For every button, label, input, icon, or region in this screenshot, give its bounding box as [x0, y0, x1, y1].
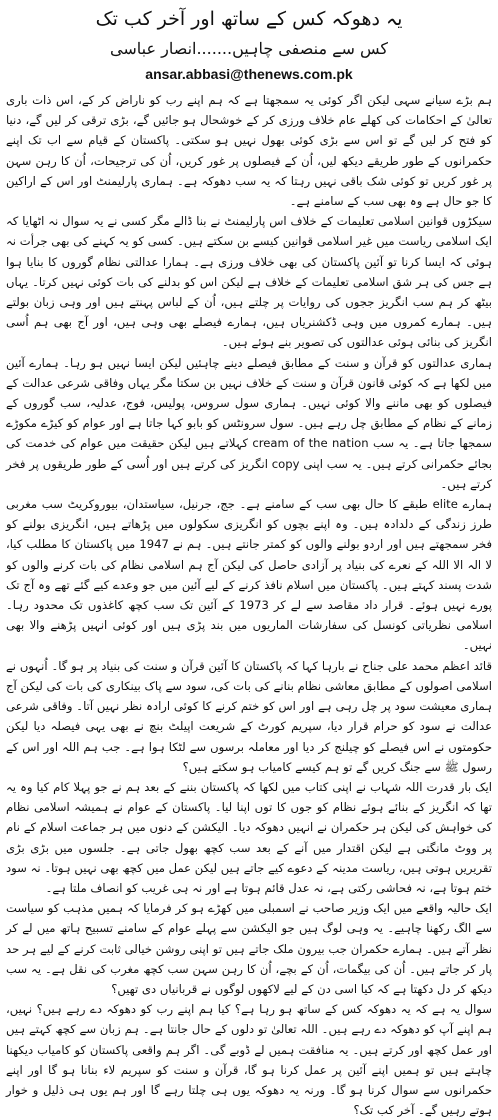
article-paragraph: ایک بار قدرت اللہ شہاب نے اپنی کتاب میں لکھا کہ پاکستان بننے کے بعد ہم نے جو پہلا کام کیا وہ یہ تھا کہ انگریز کے بنائے ہوئے نظام کو جوں کا توں اپنا لیا۔ پاکستان کے عوام نے ہمیشہ اسلامی نظام کی خواہش کی لیکن ہر حکمران نے انہیں دھوکہ دیا۔ الیکشن کے دنوں میں ہر جماعت اسلام کے نام پر ووٹ مانگتی ہے لیکن اقتدار میں آنے کے بعد سب کچھ بھول جاتی ہے۔ جلسوں میں بڑی بڑی تقریریں ہوتی ہیں، ریاست مدینہ کے دعوے کیے جاتے ہیں لیکن عمل میں کچھ بھی نہیں ہوتا۔ نہ سود ختم ہوتا ہے، نہ فحاشی رکتی ہے، نہ عدل قائم ہوتا ہے اور نہ ہی غریب کو انصاف ملتا ہے۔ [6, 779, 492, 895]
article-paragraph: سیکڑوں قوانین اسلامی تعلیمات کے خلاف اس پارلیمنٹ نے بنا ڈالے مگر کسی نے یہ سوال نہ اٹھایا کہ ایک اسلامی ریاست میں غیر اسلامی قوانین کیسے بن سکتے ہیں۔ کسی کو یہ کہنے کی بھی جرأت نہ ہوئی کہ ایسا کرنا تو آئین پاکستان کی بھی خلاف ورزی ہے۔ ہمارا عدالتی نظام گوروں کا بنایا ہوا ہے جس کی ہر شق اسلامی تعلیمات کے خلاف ہے لیکن اس کو بدلنے کی بات کوئی نہیں کرتا۔ یہاں بیٹھ کر ہم سب انگریز ججوں کی روایات پر چلتے ہیں، اُن کے لباس پہنتے ہیں اور وہی زبان بولتے ہیں۔ ہمارے کمروں میں وہی ڈکشنریاں ہیں، ہمارے فیصلے بھی وہی ہیں، اور آج بھی ہم اُسی انگریز کی بنائی ہوئی عدالتوں کی تصویر بنے ہوئے ہیں۔ [6, 214, 492, 350]
article-body [6, 90, 492, 1120]
article-paragraph: سوال یہ ہے کہ یہ دھوکہ کس کے ساتھ ہو رہا ہے؟ کیا ہم اپنے رب کو دھوکہ دے رہے ہیں؟ نہیں، ہم اپنے آپ کو دھوکہ دے رہے ہیں۔ اللہ تعالیٰ تو دلوں کے حال جانتا ہے۔ ہم زبان سے کچھ کہتے ہیں اور عمل کچھ اور کرتے ہیں۔ یہ منافقت ہمیں لے ڈوبے گی۔ اگر ہم واقعی پاکستان کو کامیاب دیکھنا چاہتے ہیں تو ہمیں اپنے آئین پر عمل کرنا ہو گا، قرآن و سنت کو سپریم لاء بنانا ہو گا اور اپنے حکمرانوں سے سوال کرنا ہو گا۔ ورنہ یہ دھوکہ یوں ہی چلتا رہے گا اور ہم یوں ہی ذلیل و خوار ہوتے رہیں گے۔ آخر کب تک؟ [6, 1002, 492, 1118]
article-paragraph: ہم بڑے سیانے سہی لیکن اگر کوئی یہ سمجھتا ہے کہ ہم اپنے رب کو ناراض کر کے، اس ذات باری تعالیٰ کے احکامات کی کھلے عام خلاف ورزی کر کے خوشحال ہو جائیں گے، بڑی ترقی کر لیں گے، دنیا کو فتح کر لیں گے تو اس سے بڑی کوئی بھول نہیں ہو سکتی۔ پاکستان کے قیام سے اب تک اپنے حکمرانوں کے طور طریقے دیکھ لیں، اُن کے فیصلوں پر غور کریں، اُن کی ترجیحات، اُن کا رہن سہن پر غور کریں تو کوئی شک باقی نہیں رہتا کہ یہ سب دھوکہ ہے۔ ہماری پارلیمنٹ اور اس کے اراکین کا جو حال ہے وہ بھی سب کے سامنے ہے۔ [6, 93, 492, 209]
column-header [6, 4, 492, 84]
author-byline: کس سے منصفی چاہیں.......انصار عباسی [110, 39, 388, 58]
article-paragraph: ہمارے elite طبقے کا حال بھی سب کے سامنے ہے۔ جج، جرنیل، سیاستدان، بیوروکریٹ سب مغربی طرز زندگی کے دلدادہ ہیں۔ وہ اپنے بچوں کو انگریزی سکولوں میں پڑھاتے ہیں، انگریزی بولنے کو فخر سمجھتے ہیں اور اردو بولنے والوں کو کمتر جانتے ہیں۔ ہم نے 1947 میں پاکستان کا مطلب کیا، لا الہ الا اللہ کے نعرے کی بنیاد پر آزادی حاصل کی لیکن آج ہم اسلامی نظام کی بات کرنے والوں کو شدت پسند کہتے ہیں۔ پاکستان میں اسلام نافذ کرنے کے لیے آئین میں جو وعدے کیے گئے تھے وہ آج تک پورے نہیں ہوئے۔ قرار داد مقاصد سے لے کر 1973 کے آئین تک سب کچھ کاغذوں تک محدود رہا۔ اسلامی نظریاتی کونسل کی سفارشات الماریوں میں بند پڑی ہیں اور کوئی انہیں پڑھنے والا بھی نہیں۔ [6, 497, 493, 653]
author-email: ansar.abbasi@thenews.com.pk [145, 66, 353, 82]
article-paragraph: قائد اعظم محمد علی جناح نے بارہا کہا کہ پاکستان کا آئین قرآن و سنت کی بنیاد پر ہو گا۔ اُنہوں نے اسلامی اصولوں کے مطابق معاشی نظام بنانے کی بات کی، سود سے پاک بینکاری کی بات کی لیکن آج ہماری معیشت سود پر چل رہی ہے اور اس کو ختم کرنے کا کوئی ارادہ نظر نہیں آتا۔ وفاقی شرعی عدالت نے سود کو حرام قرار دیا، سپریم کورٹ کے شریعت اپیلٹ بنچ نے بھی یہی فیصلہ دیا لیکن حکومتوں نے اس فیصلے کو چیلنج کر دیا اور معاملہ برسوں سے لٹکا ہوا ہے۔ جب ہم اللہ اور اس کے رسول ﷺ سے جنگ کریں گے تو ہم کیسے کامیاب ہو سکتے ہیں؟ [6, 658, 492, 774]
article-title: یہ دھوکہ کس کے ساتھ اور آخر کب تک [95, 8, 403, 30]
article-paragraph: ہماری عدالتوں کو قرآن و سنت کے مطابق فیصلے دینے چاہئیں لیکن ایسا نہیں ہو رہا۔ ہمارے آئین میں لکھا ہے کہ کوئی قانون قرآن و سنت کے خلاف نہیں بن سکتا مگر یہاں وفاقی شرعی عدالت کے فیصلوں کو بھی ماننے والا کوئی نہیں۔ ہماری سول سروس، پولیس، فوج، عدلیہ، سب گوروں کے زمانے کے نظام کے مطابق چل رہے ہیں۔ سول سرونٹس کو بابو کہا جاتا ہے اور عوام کو کیڑے مکوڑے سمجھا جاتا ہے۔ یہ سب cream of the nation کہلاتے ہیں لیکن حقیقت میں عوام کی خدمت کی بجائے حکمرانی کرتے ہیں۔ یہ سب اپنی copy انگریز کی کرتے ہیں اور اُسی کے طور طریقوں پر فخر کرتے ہیں۔ [6, 355, 492, 491]
article-paragraph: ایک حالیہ واقعے میں ایک وزیر صاحب نے اسمبلی میں کھڑے ہو کر فرمایا کہ ہمیں مذہب کو سیاست سے الگ رکھنا چاہیے۔ یہ وہی لوگ ہیں جو الیکشن سے پہلے عوام کے سامنے تسبیح ہاتھ میں لے کر نظر آتے ہیں۔ ہمارے حکمران جب بیرون ملک جاتے ہیں تو اپنی روشن خیالی ثابت کرنے کے لیے ہر حد پار کر جاتے ہیں۔ اُن کی بیگمات، اُن کے بچے، اُن کا رہن سہن سب کچھ مغرب کی نقل ہے۔ یہ سب دیکھ کر دل دکھتا ہے کہ کیا اسی دن کے لیے لاکھوں لوگوں نے قربانیاں دی تھیں؟ [6, 901, 492, 996]
